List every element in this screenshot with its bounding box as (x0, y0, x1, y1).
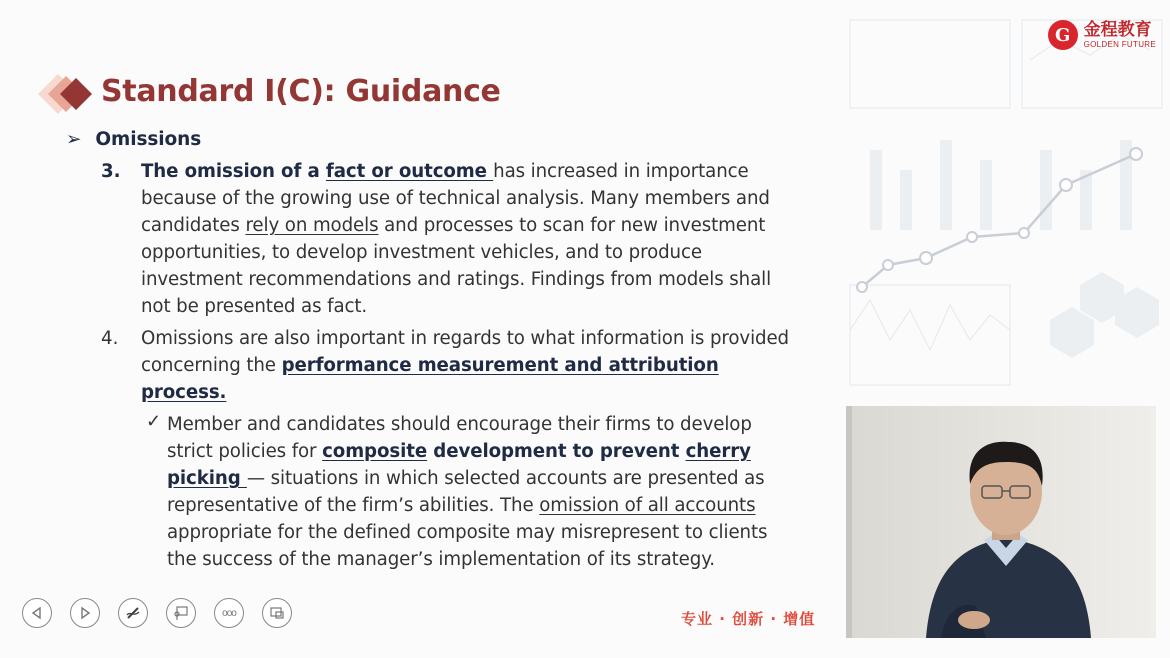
pen-icon (125, 605, 141, 621)
next-slide-button[interactable] (70, 598, 100, 628)
item-4-number: 4. (101, 328, 119, 349)
logo-name-cn: 金程教育 (1083, 19, 1152, 40)
sub-bullet-omission-of-all-accounts: omission of all accounts (539, 495, 756, 516)
next-icon (77, 605, 93, 621)
item-3-number: 3. (101, 161, 121, 182)
checkmark-icon: ✓ (146, 411, 162, 431)
item-3-fact-or-outcome: fact or outcome (325, 161, 494, 182)
section-heading (66, 126, 201, 153)
more-icon: ooo (222, 607, 236, 619)
sub-bullet-composite: composite (322, 441, 428, 462)
section-label: Omissions (95, 129, 202, 150)
presenter-video-image (846, 406, 1156, 638)
item-3-rely-on-models: rely on models (245, 215, 379, 236)
logo-name-en: GOLDEN FUTURE (1083, 39, 1156, 49)
logo-mark-icon: G (1048, 20, 1078, 50)
presenter-icon (173, 605, 189, 621)
item-4-performance-measurement: performance measurement and attribution process. (141, 355, 719, 403)
slide-navigation (22, 598, 292, 628)
more-options-button[interactable] (214, 598, 244, 628)
sub-bullet-text-2: — situations in which selected accounts are presented as representative of the firm’s abilities. The (167, 468, 765, 516)
prev-icon (29, 605, 45, 621)
slide-title: Standard I(C): Guidance (101, 74, 501, 109)
sub-bullet-text-3: appropriate for the defined composite may misrepresent to clients the success of the manager’s implementation of its strategy. (167, 522, 768, 570)
item-3-paragraph (141, 158, 786, 320)
sub-bullet-text-1: Member and candidates should encourage their firms to develop strict policies for (167, 414, 752, 462)
screen-icon (269, 605, 285, 621)
background-chart-graphic (840, 0, 1170, 400)
title-diamond-icon (36, 72, 96, 116)
sub-bullet-paragraph (167, 411, 787, 573)
webcam-video (846, 406, 1156, 638)
logo-text (1083, 19, 1156, 49)
item-3-lead: The omission of a (141, 161, 326, 182)
item-3-text-2: and processes to scan for new investment opportunities, to develop investment vehicles, and to produce investment recommendations and ratings. Findings from models shall not be presented as fact. (141, 215, 772, 317)
screen-view-button[interactable] (262, 598, 292, 628)
company-logo (1048, 20, 1156, 50)
sub-bullet-bold-1: development to prevent (427, 441, 686, 462)
sub-bullet-cherry-picking: cherry picking (167, 441, 751, 489)
item-4-text-1: Omissions are also important in regards to what information is provided concerning the (141, 328, 789, 376)
item-4-paragraph (141, 325, 801, 406)
item-3-text-1: has increased in importance because of the growing use of technical analysis. Many members and candidates (141, 161, 770, 236)
arrow-bullet-icon: ➢ (66, 129, 82, 150)
presenter-view-button[interactable] (166, 598, 196, 628)
pen-tool-button[interactable] (118, 598, 148, 628)
slogan: 专业 · 创新 · 增值 (681, 610, 816, 628)
prev-slide-button[interactable] (22, 598, 52, 628)
